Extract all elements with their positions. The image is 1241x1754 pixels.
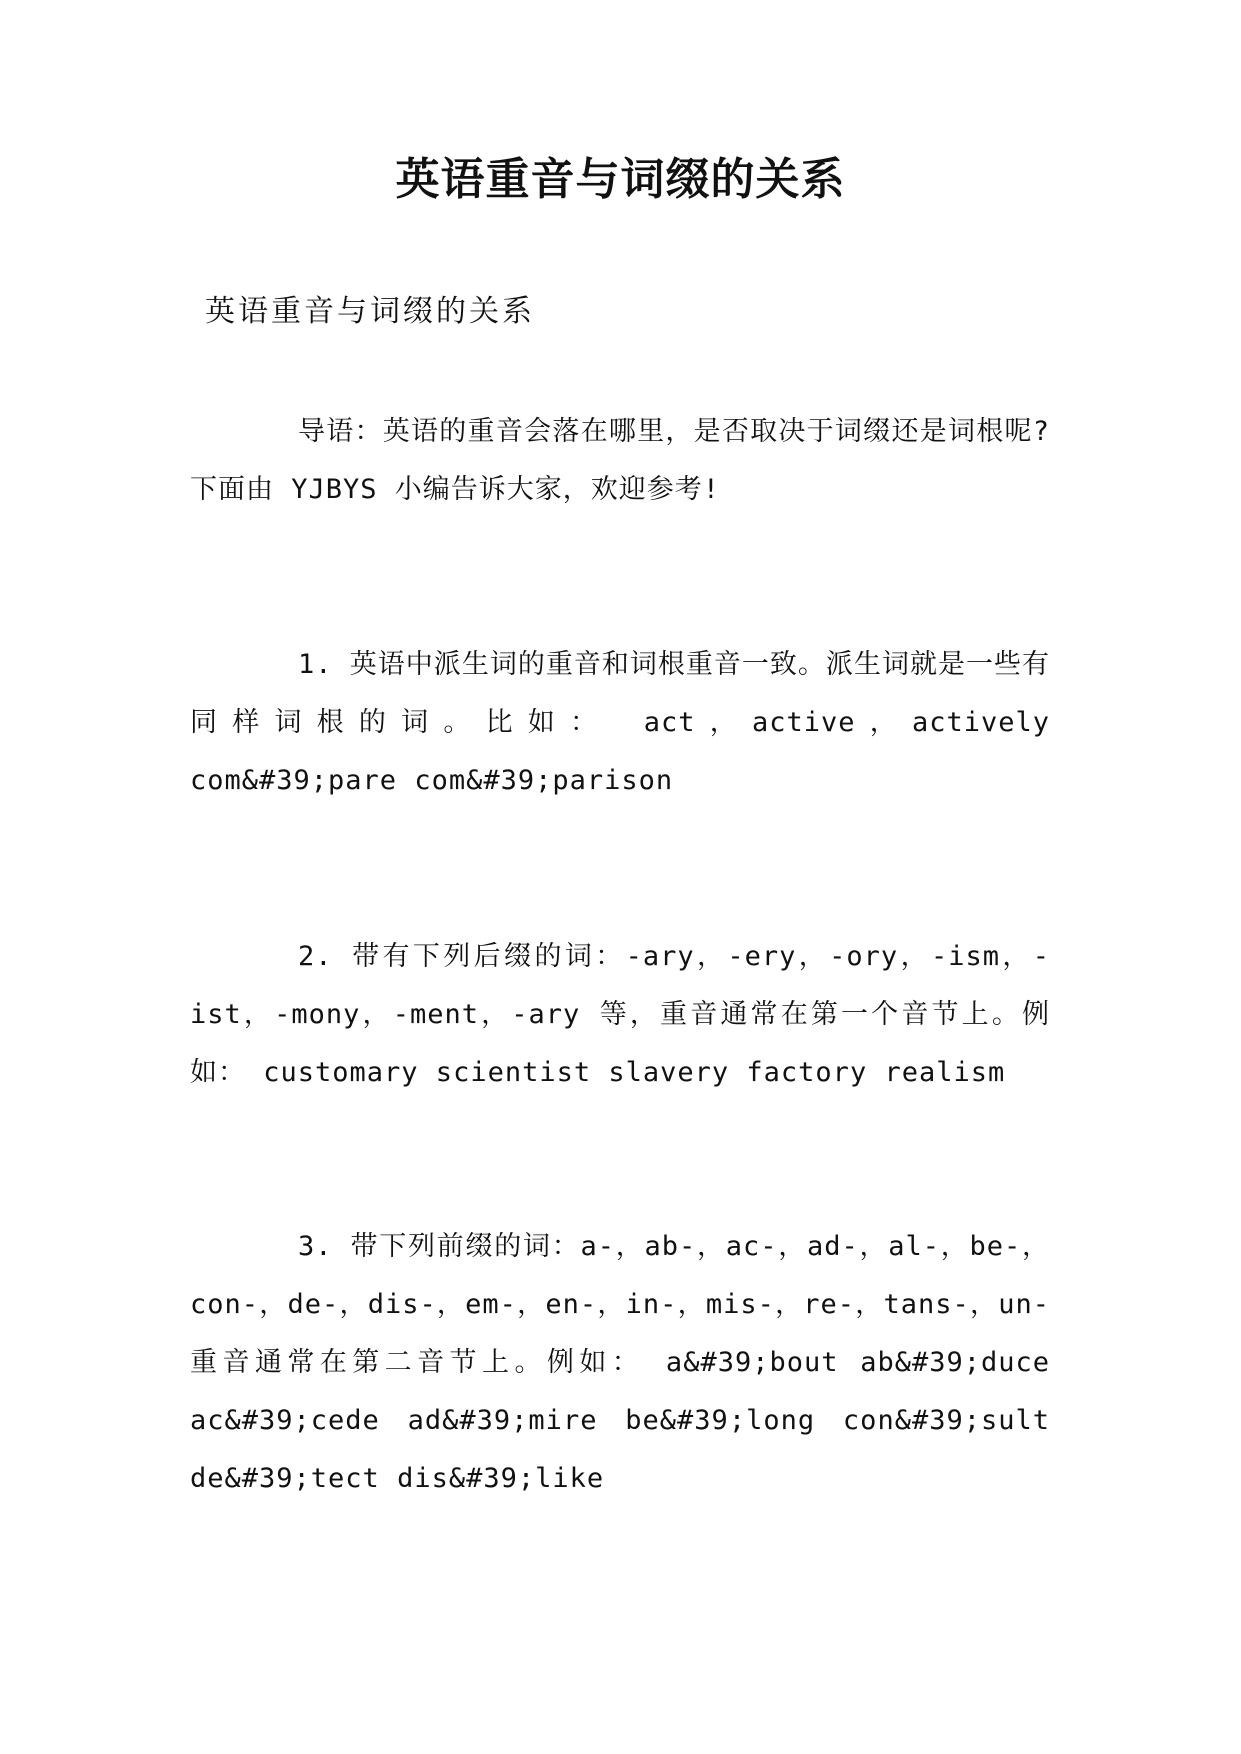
paragraph-1: 1. 英语中派生词的重音和词根重音一致。派生词就是一些有同样词根的词。比如： act，active，actively com&#39;pare com&#39;parison	[190, 649, 1050, 796]
paragraph-2: 2. 带有下列后缀的词：-ary，-ery，-ory，-ism，-ist，-mony，-ment，-ary 等，重音通常在第一个音节上。例如： customary scientist slavery factory realism	[190, 941, 1050, 1088]
intro-paragraph: 导语：英语的重音会落在哪里，是否取决于词缀还是词根呢?下面由 YJBYS 小编告诉大家，欢迎参考!	[190, 416, 1050, 505]
paragraph-3: 3. 带下列前缀的词：a-，ab-，ac-，ad-，al-，be-，con-，de-，dis-，em-，en-，in-，mis-，re-，tans-，un-重音通常在第二音节上。例如： a&#39;bout ab&#39;duce ac&#39;cede ad&#39;mire be&#39;long con&#39;sult de&#39;tect dis&#39;like	[190, 1231, 1051, 1494]
document-subtitle: 英语重音与词缀的关系	[205, 294, 535, 329]
page-title: 英语重音与词缀的关系	[395, 154, 846, 205]
